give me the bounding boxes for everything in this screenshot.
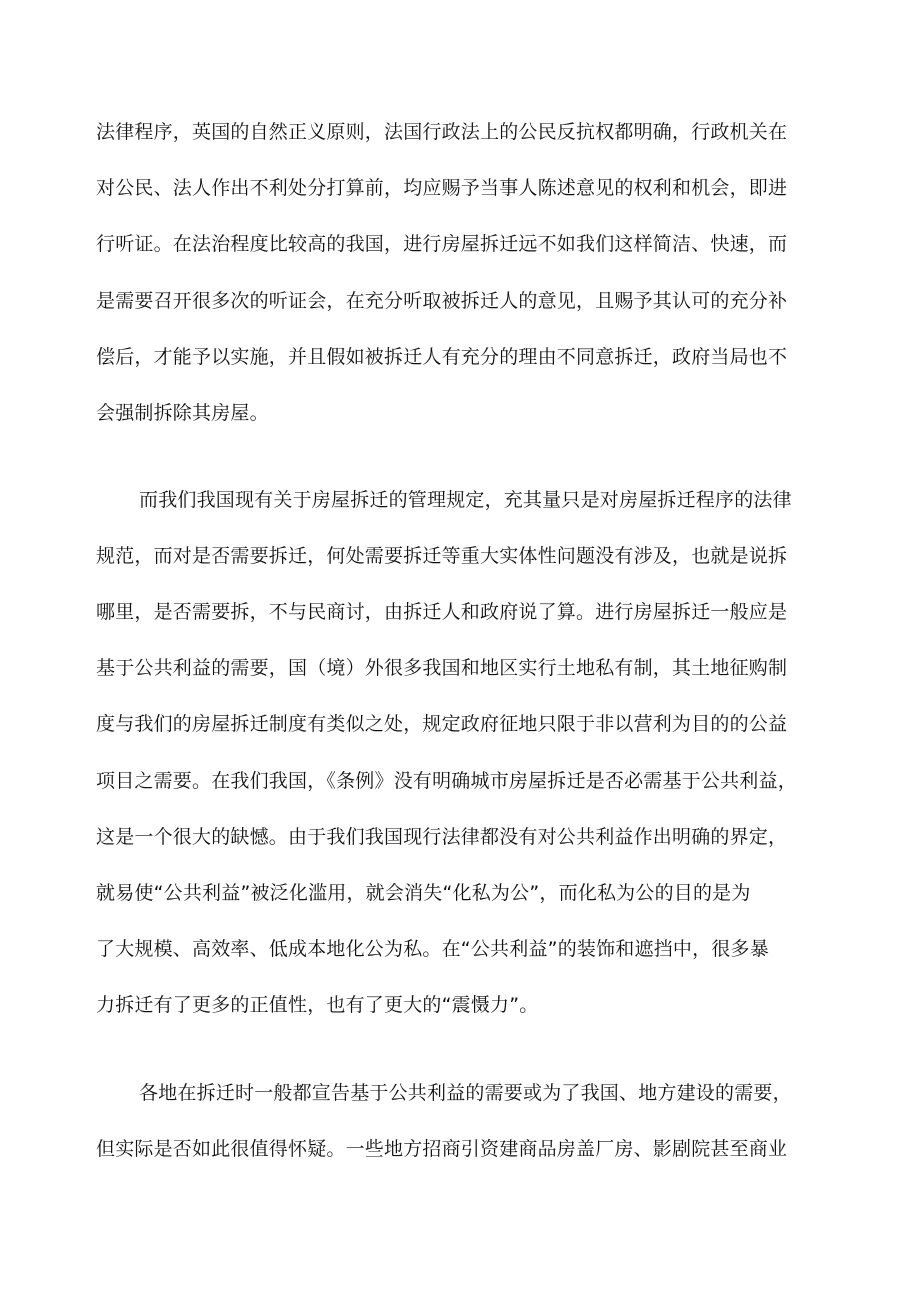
paragraph-1-line-5: 偿后，才能予以实施，并且假如被拆迁人有充分的理由不同意拆迁，政府当局也不 (96, 346, 788, 368)
paragraph-2-line-7: 这是一个很大的缺憾。由于我们我国现行法律都没有对公共利益作出明确的界定， (96, 826, 788, 848)
paragraph-2-line-2: 规范，而对是否需要拆迁，何处需要拆迁等重大实体性问题没有涉及，也就是说拆 (96, 545, 788, 567)
paragraph-3-line-2: 但实际是否如此很值得怀疑。一些地方招商引资建商品房盖厂房、影剧院甚至商业 (96, 1138, 788, 1160)
paragraph-2-line-4: 基于公共利益的需要，国（境）外很多我国和地区实行土地私有制，其土地征购制 (96, 657, 788, 679)
paragraph-2-line-3: 哪里，是否需要拆，不与民商讨，由拆迁人和政府说了算。进行房屋拆迁一般应是 (96, 601, 788, 623)
paragraph-1-line-2: 对公民、法人作出不利处分打算前，均应赐予当事人陈述意见的权利和机会，即进 (96, 177, 788, 199)
paragraph-2-line-5: 度与我们的房屋拆迁制度有类似之处，规定政府征地只限于非以营利为目的的公益 (96, 713, 788, 735)
paragraph-2-line-9: 了大规模、高效率、低成本地化公为私。在“公共利益”的装饰和遮挡中，很多暴 (96, 938, 769, 960)
paragraph-2-line-8: 就易使“公共利益”被泛化滥用，就会消失“化私为公”，而化私为公的目的是为 (96, 882, 751, 904)
paragraph-1-line-6: 会强制拆除其房屋。 (96, 402, 269, 424)
paragraph-1-line-1: 法律程序，英国的自然正义原则，法国行政法上的公民反抗权都明确，行政机关在 (96, 121, 788, 143)
paragraph-1-line-3: 行听证。在法治程度比较高的我国，进行房屋拆迁远不如我们这样简洁、快速，而 (96, 233, 788, 255)
paragraph-2-line-10: 力拆迁有了更多的正值性，也有了更大的“震慑力”。 (96, 994, 539, 1016)
paragraph-2-line-6: 项目之需要。在我们我国，《条例》没有明确城市房屋拆迁是否必需基于公共利益， (96, 770, 797, 792)
paragraph-1-line-4: 是需要召开很多次的听证会，在充分听取被拆迁人的意见，且赐予其认可的充分补 (96, 290, 788, 312)
paragraph-2-line-1: 而我们我国现有关于房屋拆迁的管理规定，充其量只是对房屋拆迁程序的法律 (139, 489, 792, 511)
paragraph-3-line-1: 各地在拆迁时一般都宣告基于公共利益的需要或为了我国、地方建设的需要， (139, 1082, 792, 1104)
